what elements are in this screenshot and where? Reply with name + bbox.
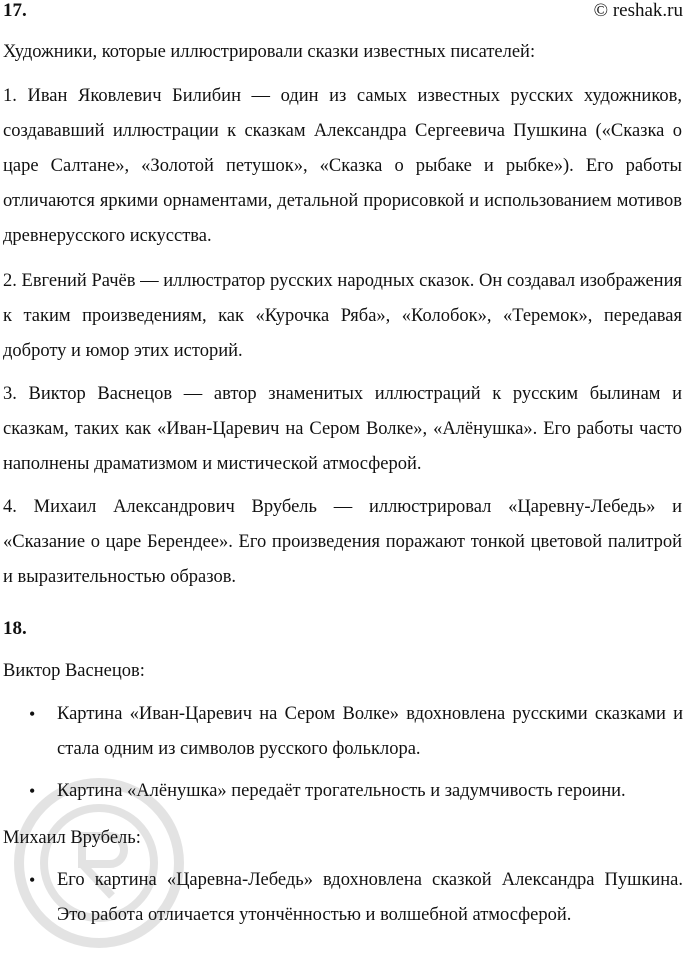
bullet-icon: •	[29, 870, 36, 890]
list-item-text: Картина «Алёнушка» передаёт трогательность и задумчивость героини.	[57, 781, 626, 801]
artist-paragraph-vasnetsov: 3. Виктор Васнецов — автор знаменитых иллюстраций к русским былинам и сказкам, таких как «Иван-Царевич на Сером Волке», «Алёнушка». Его работы часто наполнены драматизмом и мистической атмосферой.	[3, 384, 682, 474]
task-17-intro: Художники, которые иллюстрировали сказки известных писателей:	[3, 42, 536, 62]
artist-paragraph-rachev: 2. Евгений Рачёв — иллюстратор русских народных сказок. Он создавал изображения к таким произведениям, как «Курочка Ряба», «Колобок», «Теремок», передавая доброту и юмор этих историй.	[3, 271, 682, 361]
list-item-text: Картина «Иван-Царевич на Сером Волке» вдохновлена русскими сказками и стала одним из символов русского фольклора.	[57, 704, 683, 759]
artist-paragraph-vrubel: 4. Михаил Александрович Врубель — иллюстрировал «Царевну-Лебедь» и «Сказание о царе Берендее». Его произведения поражают тонкой цветовой палитрой и выразительностью образов.	[3, 497, 682, 587]
artist-heading-vrubel: Михаил Врубель:	[3, 828, 141, 848]
bullet-icon: •	[29, 781, 36, 801]
task-18-number: 18.	[3, 618, 27, 639]
source-credit: © reshak.ru	[593, 0, 683, 21]
bullet-icon: •	[29, 704, 36, 724]
list-item-text: Его картина «Царевна-Лебедь» вдохновлена сказкой Александра Пушкина. Это работа отличается утончённостью и волшебной атмосферой.	[57, 870, 683, 925]
task-17-number: 17.	[3, 0, 27, 21]
artist-heading-vasnetsov: Виктор Васнецов:	[3, 661, 145, 681]
artist-paragraph-bilibin: 1. Иван Яковлевич Билибин — один из самых известных русских художников, создававший иллюстрации к сказкам Александра Сергеевича Пушкина («Сказка о царе Салтане», «Золотой петушок», «Сказка о рыбаке и рыбке»). Его работы отличаются яркими орнаментами, детальной прорисовкой и использованием мотивов древнерусского искусства.	[3, 86, 682, 246]
